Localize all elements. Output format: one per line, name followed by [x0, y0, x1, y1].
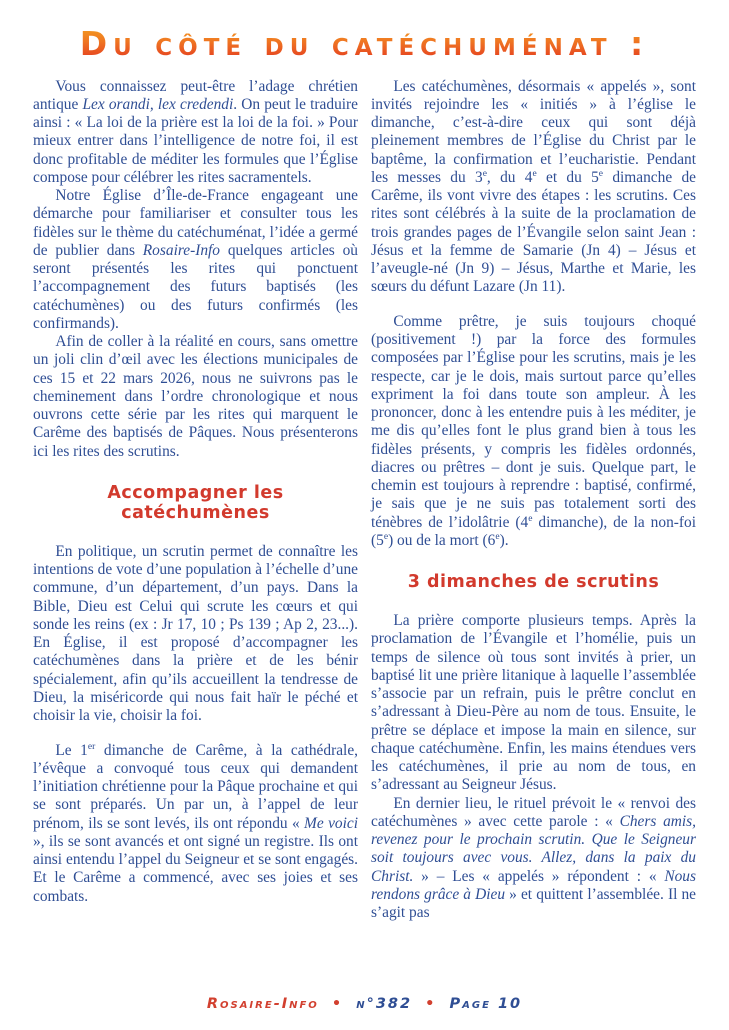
- issue-number: n°382: [356, 996, 413, 1012]
- journal-name: Rosaire-Info: [206, 996, 319, 1012]
- footer-bullet-icon: •: [331, 996, 344, 1012]
- footer-bullet-icon: •: [425, 996, 437, 1012]
- body-paragraph: Le 1er dimanche de Carême, à la cathédrale, l’évêque a convoqué tous ceux qui demandent l’initiation chrétienne pour la Pâque prochaine et qui se sont préparés. Un par un, à l’appel de leur prénom, ils se sont levés, ils ont répondu « Me voici », ils se sont avancés et ont signé un registre. Ils ont ainsi entendu l’appel du Seigneur et se sont engagés. Et le Carême a commencé, avec ses joies et ses combats.: [33, 740, 358, 905]
- body-paragraph: En dernier lieu, le rituel prévoit le « renvoi des catéchumènes » avec cette parole : « Chers amis, revenez pour le prochain scrutin. Que le Seigneur soit toujours avec vous. Allez, dans la paix du Christ. » – Les « appelés » répondent : « Nous rendons grâce à Dieu » et quittent l’assemblée. Il ne s’agit pas: [371, 794, 696, 921]
- section-heading: Accompagner les catéchumènes: [107, 482, 284, 523]
- section-heading: 3 dimanches de scrutins: [407, 572, 660, 592]
- column-right: [371, 78, 696, 923]
- page-number: Page 10: [449, 996, 523, 1012]
- body-paragraph: Afin de coller à la réalité en cours, sans omettre un joli clin d’œil avec les élections municipales de ces 15 et 22 mars 2026, nous ne suivrons pas le cheminement dans l’ordre chronologique et nous ouvrons cette série par les rites qui marquent le Carême des baptisés de Pâques. Nous présenterons ici les rites des scrutins.: [33, 333, 358, 460]
- page-footer: [0, 996, 729, 1012]
- page-title: Du côté du catéchuménat :: [33, 24, 696, 64]
- body-paragraph: Comme prêtre, je suis toujours choqué (positivement !) par la force des formules composées par l’Église pour les scrutins, mais je les respecte, car je le dois, mais surtout parce qu’elles expriment la foi dans toute son ampleur. À les prononcer, donc à les entendre puis à les méditer, je me dis qu’elles font le plus grand bien à tous les fidèles présents, y compris les fidèles ordonnés, diacres ou prêtres – dont je suis. Quelque part, le chemin est toujours à reprendre : baptisé, confirmé, je sais que je ne suis pas totalement sorti des ténèbres de l’idolâtrie (4e dimanche), de la non-foi (5e) ou de la mort (6e).: [371, 312, 696, 549]
- body-paragraph: En politique, un scrutin permet de connaître les intentions de vote d’une population à l’échelle d’une commune, d’un département, d’un pays. Dans la Bible, Dieu est Celui qui scrute les cœurs et qui sonde les reins (ex : Jr 17, 10 ; Ps 139 ; Ap 2, 23...). En Église, il est proposé d’accompagner les catéchumènes dans la prière et de les bénir spécialement, afin qu’ils accueillent la tendresse de Dieu, la miséricorde qui nous fait haïr le péché et choisir la vie, choisir la foi.: [33, 542, 358, 725]
- body-paragraph: Notre Église d’Île-de-France engageant une démarche pour familiariser et consulter tous les fidèles sur le thème du catéchuménat, l’idée a germé de publier dans Rosaire-Info quelques articles où seront présentés les rites qui ponctuent l’accompagnement des futurs baptisés (les catéchumènes) ou des futurs confirmés (les confirmands).: [33, 187, 358, 332]
- body-paragraph: La prière comporte plusieurs temps. Après la proclamation de l’Évangile et l’homélie, puis un temps de silence où tous sont invités à prier, un baptisé lit une prière litanique à laquelle l’assemblée s’associe par un refrain, puis le prêtre conclut en s’adressant à Dieu-Père au nom de tous. Ensuite, le prêtre se déplace et impose la main en silence, sur chaque catéchumène. Enfin, les mains étendues vers les catéchumènes, il prie au nom de tous, en s’adressant au Seigneur Jésus.: [371, 612, 696, 794]
- column-left: [33, 78, 358, 923]
- body-paragraph: Les catéchumènes, désormais « appelés », sont invités rejoindre les « initiés » à l’église le dimanche, c’est-à-dire ceux qui sont déjà pleinement membres de l’Église du Christ par le baptême, la confirmation et l’eucharistie. Pendant les messes du 3e, du 4e et du 5e dimanche de Carême, ils vont vivre des étapes : les scrutins. Ces rites sont célébrés à la suite de la proclamation de trois grandes pages de l’Évangile selon saint Jean : Jésus et la femme de Samarie (Jn 4) – Jésus et l’aveugle-né (Jn 9) – Jésus, Marthe et Marie, les sœurs du défunt Lazare (Jn 11).: [371, 77, 696, 296]
- body-paragraph: Vous connaissez peut-être l’adage chrétien antique Lex orandi, lex credendi. On peut le traduire ainsi : « La loi de la prière est la loi de la foi. » Pour mieux entrer dans l’intelligence de notre foi, il est donc profitable de méditer les formules que l’Église compose pour célébrer les rites sacramentels.: [33, 77, 359, 186]
- article-body: [33, 78, 696, 923]
